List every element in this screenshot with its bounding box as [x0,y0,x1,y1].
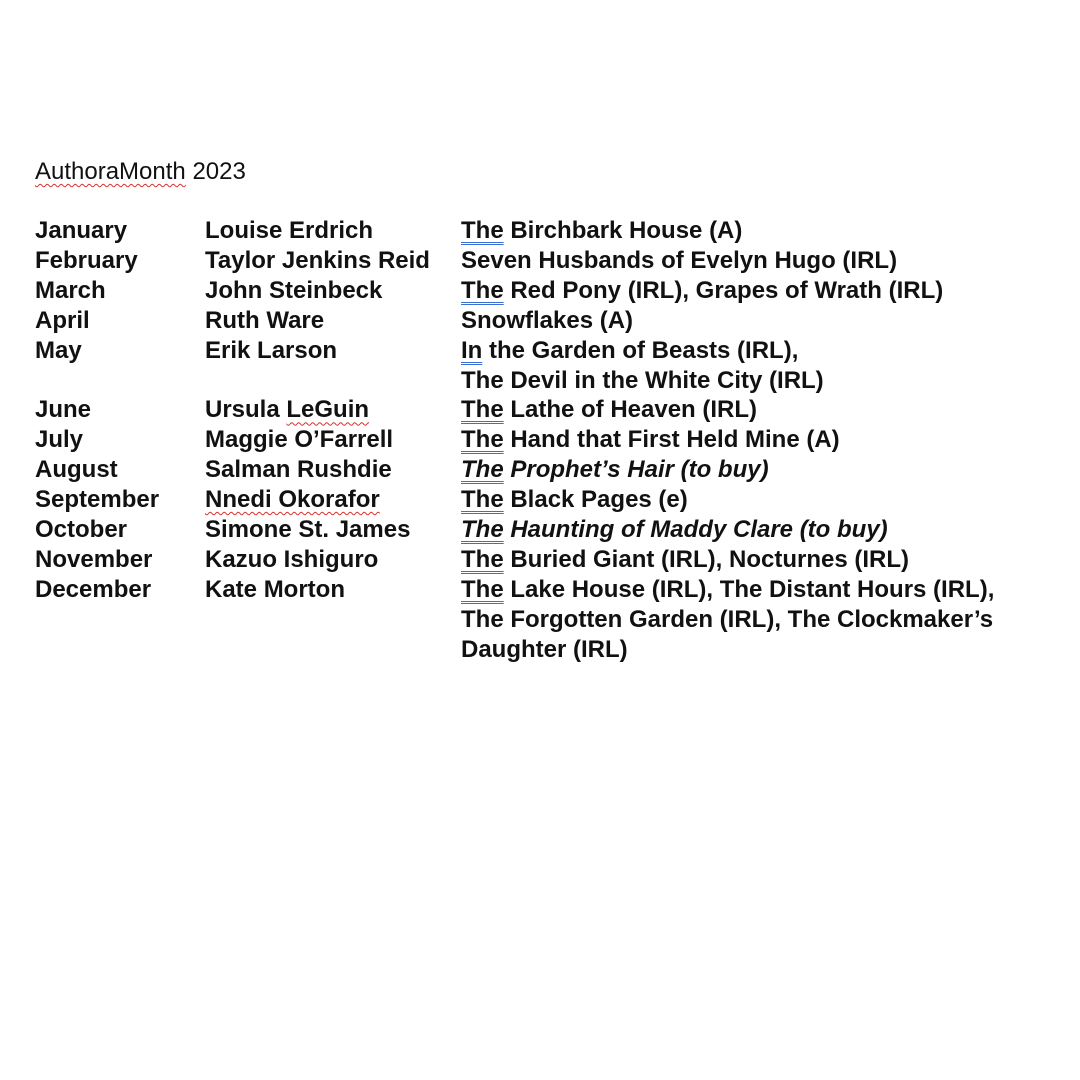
book-line [461,336,1075,366]
book-line [461,276,1075,306]
schedule-row-september [35,485,1075,515]
book-line-first-word: The [461,217,504,244]
month-label: June [35,396,92,424]
author-name: Ruth Ware [205,306,325,334]
book-line [461,306,1075,336]
book-line-first-word: The [461,575,504,603]
author-name: Kazuo Ishiguro [205,545,379,573]
schedule-row-november [35,545,1075,575]
book-line-first-word: The [461,545,504,573]
author-name: Erik Larson [205,336,338,364]
book-line-first-word: Seven [461,246,532,274]
document-title [35,156,246,188]
book-line-rest: Prophet’s Hair (to buy) [503,456,769,484]
schedule-row-march [35,276,1075,306]
book-line-rest: (A) [593,306,634,334]
book-line [461,366,1075,396]
book-line [461,485,1075,515]
month-label: January [35,217,128,244]
title-word: AuthoraMonth [35,158,186,185]
author-name-spellcheck: Nnedi Okorafor [205,486,380,514]
schedule-row-october [35,515,1075,545]
book-line [461,395,1075,425]
book-line-first-word: The [461,276,504,304]
book-titles [461,545,1075,575]
book-titles [461,216,1075,246]
book-line [461,575,1075,605]
book-titles [461,336,1075,396]
book-line-first-word: The [461,456,504,484]
book-line-first-word: The [461,396,504,424]
book-line-first-word: Snowflakes [461,306,594,334]
book-line-first-word: In [461,336,483,364]
schedule-row-june [35,395,1075,425]
book-titles [461,485,1075,515]
book-titles [461,395,1075,425]
month-label: October [35,516,128,544]
book-line-rest: Birchbark House (A) [503,217,743,244]
book-line-rest: the Garden of Beasts (IRL), [482,336,799,364]
book-line [461,605,1075,635]
month-label: March [35,276,106,304]
book-titles [461,276,1075,306]
book-line [461,246,1075,276]
book-titles [461,425,1075,455]
book-line-rest: Lake House (IRL), The Distant Hours (IRL), [503,575,995,603]
book-titles [461,515,1075,545]
author-name [205,485,461,515]
author-name-spellcheck: LeGuin [286,396,370,424]
month-label: February [35,246,138,274]
book-line-first-word: The [461,366,504,394]
book-line [461,545,1075,575]
book-line-rest: Buried Giant (IRL), Nocturnes (IRL) [503,545,909,573]
book-titles [461,455,1075,485]
author-name: John Steinbeck [205,276,383,304]
book-line-first-word: The [461,605,504,633]
book-line-rest: Devil in the White City (IRL) [503,366,824,394]
book-line-rest: Husbands of Evelyn Hugo (IRL) [531,246,898,274]
book-line-first-word: Daughter [461,635,567,663]
book-titles [461,306,1075,336]
author-name: Salman Rushdie [205,456,392,484]
book-line-first-word: The [461,486,504,514]
schedule-row-april [35,306,1075,336]
schedule-row-august [35,455,1075,485]
book-titles [461,575,1075,665]
schedule-row-december [35,575,1075,665]
book-line-rest: Hand that First Held Mine (A) [503,426,840,454]
book-line-first-word: The [461,426,504,454]
title-year: 2023 [192,158,246,185]
book-line-rest: Red Pony (IRL), Grapes of Wrath (IRL) [503,276,944,304]
schedule-row-july [35,425,1075,455]
author-name: Simone St. James [205,516,411,544]
schedule-row-january [35,216,1075,246]
author-name: Kate Morton [205,575,345,603]
month-label: August [35,456,118,484]
book-titles [461,246,1075,276]
book-line [461,635,1075,665]
author-name: Maggie O’Farrell [205,426,394,454]
author-name-plain: Ursula [205,396,287,424]
book-line [461,455,1075,485]
book-line-rest: Forgotten Garden (IRL), The Clockmaker’s [503,605,994,633]
book-line [461,216,1075,246]
author-name [205,395,461,425]
book-line-rest: (IRL) [566,635,628,663]
month-label: April [35,306,90,334]
month-label: December [35,575,152,603]
month-label: September [35,486,160,514]
author-month-schedule [35,216,1075,665]
author-name: Louise Erdrich [205,217,374,244]
book-line [461,515,1075,545]
book-line-rest: Black Pages (e) [503,486,688,514]
schedule-row-february [35,246,1075,276]
book-line-first-word: The [461,516,504,544]
book-line [461,425,1075,455]
book-line-rest: Haunting of Maddy Clare (to buy) [503,516,888,544]
month-label: May [35,336,82,364]
author-name: Taylor Jenkins Reid [205,246,430,274]
book-line-rest: Lathe of Heaven (IRL) [503,396,758,424]
schedule-row-may [35,336,1075,396]
month-label: July [35,426,84,454]
month-label: November [35,545,153,573]
